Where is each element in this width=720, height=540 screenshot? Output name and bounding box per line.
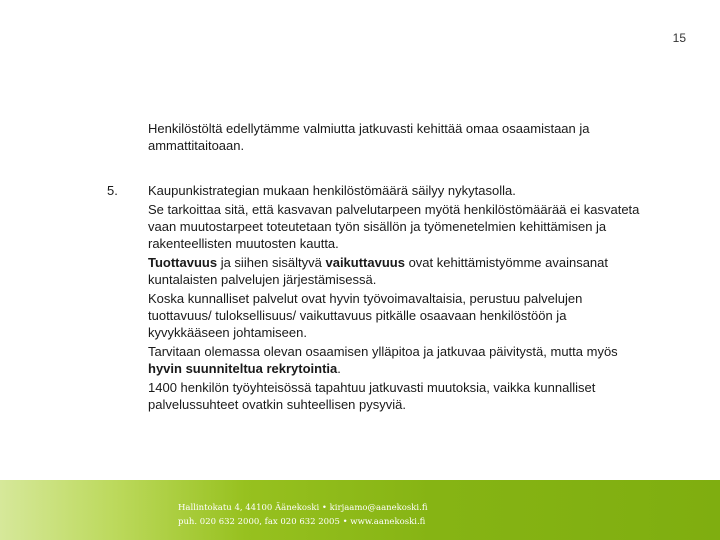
bold-effectiveness: vaikuttavuus: [325, 255, 405, 270]
list-item-body: [148, 182, 648, 415]
text-segment: .: [337, 361, 341, 376]
text-segment: ovat kehittämistyömme avainsanat kuntalaisten palvelujen järjestämisessä.: [148, 255, 609, 287]
intro-paragraph: Henkilöstöltä edellytämme valmiutta jatkuvasti kehittää omaa osaamistaan ja ammattitaitoaan.: [148, 121, 590, 153]
text-segment: ja siihen sisältyvä: [217, 255, 326, 270]
paragraph-meaning: Se tarkoittaa sitä, että kasvavan palvelutarpeen myötä henkilöstömäärää ei kasvateta vaan muutostarpeet toteutetaan työn sisällön ja työmenetelmien kehittämisen ja rakenteellisten muutosten kautta.: [148, 202, 640, 251]
footer-contact: puh. 020 632 2000, fax 020 632 2005 • www.aanekoski.fi: [178, 517, 426, 527]
paragraph-labour-intensive: Koska kunnalliset palvelut ovat hyvin työvoimavaltaisia, perustuu palvelujen tuottavuus/ tuloksellisuus/ vaikuttavuus pitkälle osaavaan henkilöstöön ja kyvykkääseen johtamiseen.: [148, 291, 583, 340]
bold-productivity: Tuottavuus: [148, 255, 218, 270]
paragraph-headcount: Kaupunkistrategian mukaan henkilöstömäärä säilyy nykytasolla.: [148, 183, 516, 198]
paragraph-workforce: 1400 henkilön työyhteisössä tapahtuu jatkuvasti muutoksia, vaikka kunnalliset palvelussuhteet ovatkin suhteellisen pysyviä.: [148, 380, 596, 412]
footer-banner: [0, 480, 720, 540]
list-item-number: 5.: [107, 183, 118, 198]
paragraph-recruitment: [148, 343, 648, 377]
paragraph-productivity: [148, 254, 648, 288]
bold-recruitment: hyvin suunniteltua rekrytointia: [148, 361, 338, 376]
text-segment: Tarvitaan olemassa olevan osaamisen ylläpitoa ja jatkuvaa päivitystä, mutta myös: [148, 344, 618, 359]
page-number: 15: [672, 31, 686, 45]
footer-address: Hallintokatu 4, 44100 Äänekoski • kirjaamo@aanekoski.fi: [178, 503, 428, 513]
